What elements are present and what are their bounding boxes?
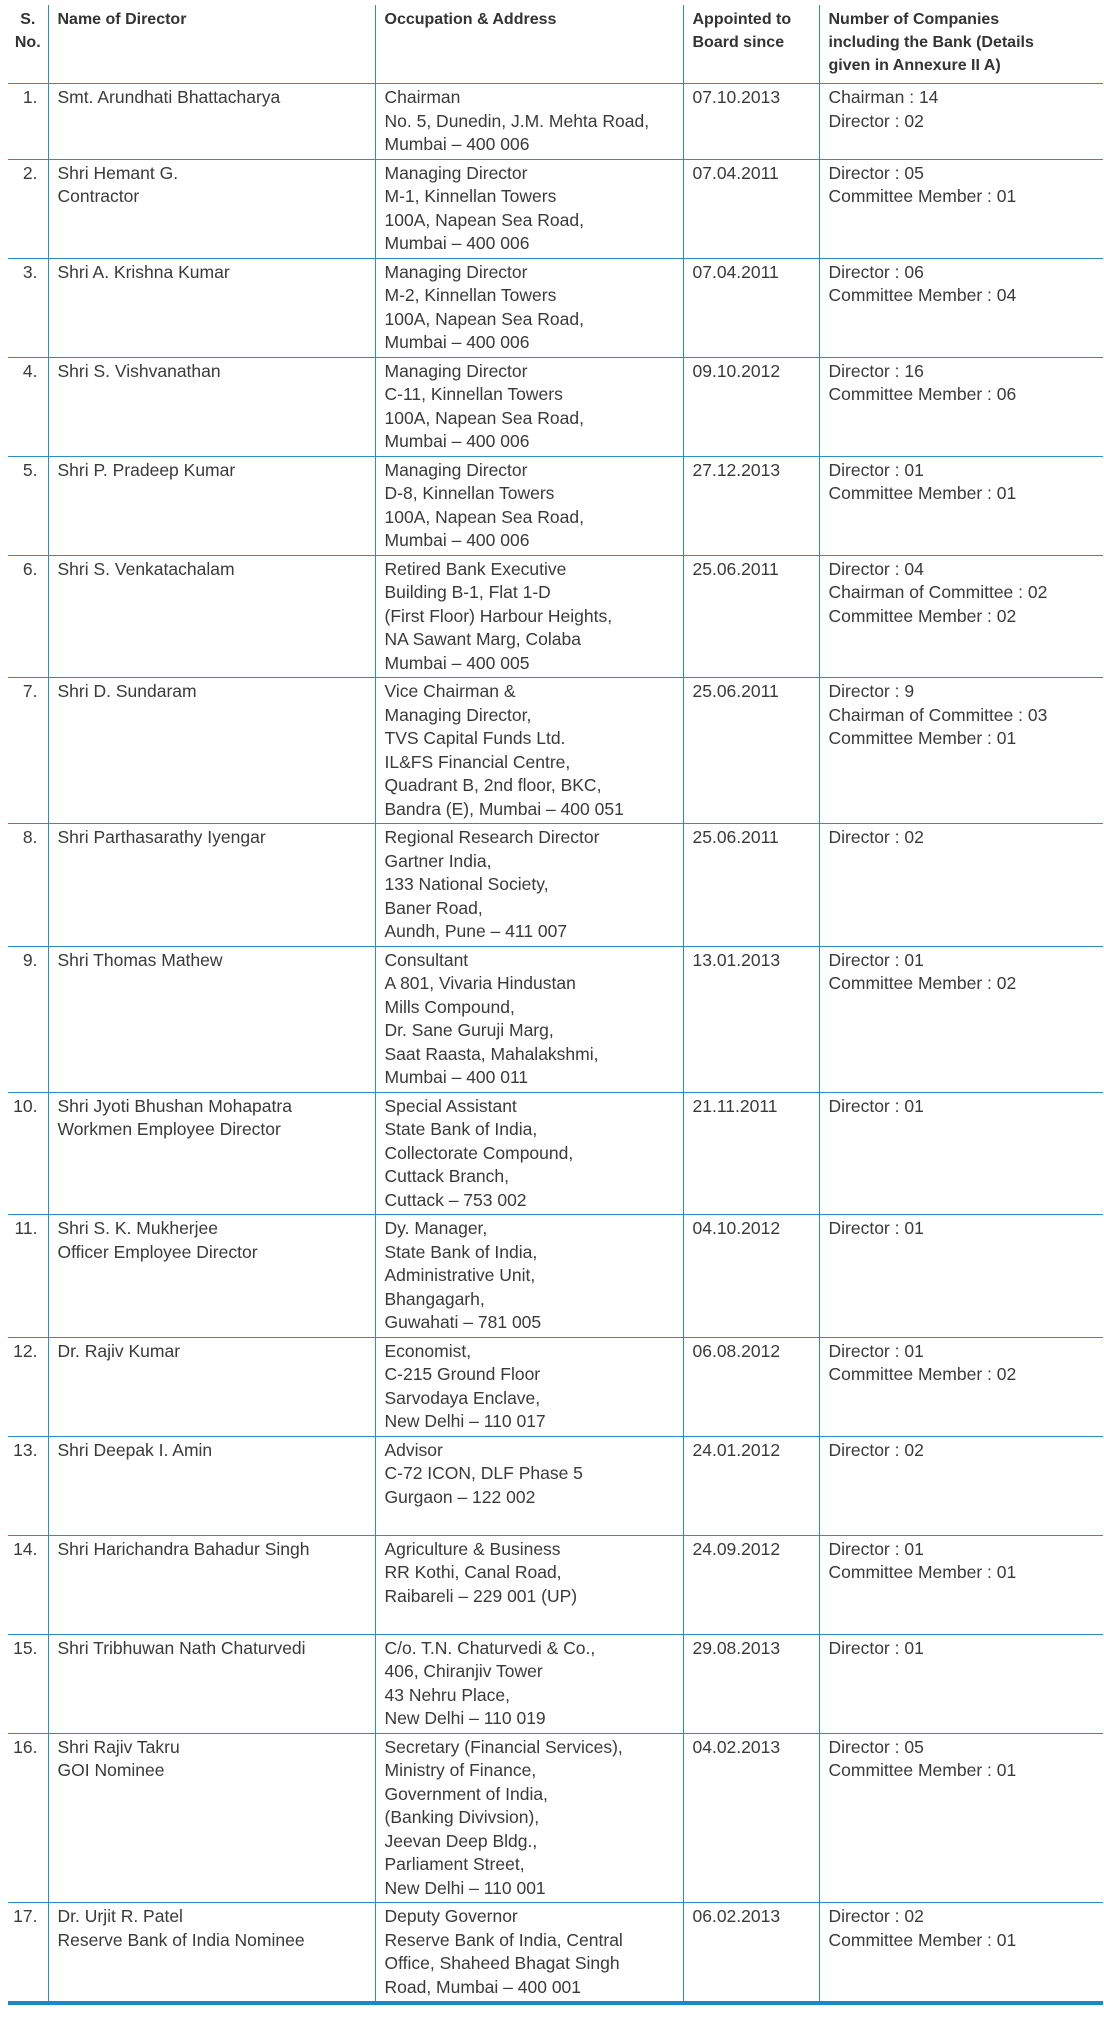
cell-line: New Delhi – 110 001 xyxy=(384,1877,546,1898)
cell-line: Dy. Manager, xyxy=(384,1218,488,1238)
cell-line: Committee Member : 01 xyxy=(828,1929,1017,1950)
cell-line: Committee Member : 02 xyxy=(828,605,1017,626)
appointed-date-cell: 24.01.2012 xyxy=(683,1436,819,1535)
appointed-date-cell: 21.11.2011 xyxy=(683,1092,819,1215)
director-name-cell xyxy=(48,1436,375,1535)
cell-line: Mills Compound, xyxy=(384,996,515,1017)
occupation-address-cell xyxy=(375,1215,683,1338)
cell-line: Committee Member : 02 xyxy=(828,973,1017,993)
occupation-address-cell xyxy=(375,1903,683,2004)
cell-line: Advisor xyxy=(384,1439,443,1460)
cell-line: Shri D. Sundaram xyxy=(57,681,197,701)
serial-number-cell: 8. xyxy=(8,824,48,947)
table-row xyxy=(8,456,1103,555)
director-name-cell xyxy=(48,1733,375,1903)
cell-line: Retired Bank Executive xyxy=(384,558,567,579)
header-sno: S. No. xyxy=(8,5,48,84)
cell-line: Managing Director xyxy=(384,261,528,282)
cell-line: Director : 02 xyxy=(828,1906,924,1926)
cell-line: (First Floor) Harbour Heights, xyxy=(384,605,613,626)
appointed-date-cell: 27.12.2013 xyxy=(683,456,819,555)
companies-count-cell xyxy=(819,678,1103,824)
director-name-cell xyxy=(48,1092,375,1215)
cell-line: Reserve Bank of India, Central xyxy=(384,1929,623,1950)
occupation-address-cell xyxy=(375,1092,683,1215)
cell-line: Workmen Employee Director xyxy=(57,1119,281,1139)
cell-line: Director : 02 xyxy=(828,1439,924,1460)
cell-line: Shri Thomas Mathew xyxy=(57,949,223,970)
serial-number-cell: 3. xyxy=(8,258,48,357)
appointed-date-cell: 04.02.2013 xyxy=(683,1733,819,1903)
header-appointed: Appointed to Board since xyxy=(683,5,819,84)
table-row xyxy=(8,1436,1103,1535)
cell-line: Shri P. Pradeep Kumar xyxy=(57,459,236,480)
companies-count-cell xyxy=(819,159,1103,258)
cell-line: Director : 16 xyxy=(828,360,924,381)
cell-line: Mumbai – 400 006 xyxy=(384,431,530,451)
cell-line: Raibareli – 229 001 (UP) xyxy=(384,1585,578,1606)
director-name-cell xyxy=(48,159,375,258)
cell-line: Director : 05 xyxy=(828,1736,924,1757)
cell-line: Mumbai – 400 006 xyxy=(384,134,530,154)
cell-line: Saat Raasta, Mahalakshmi, xyxy=(384,1043,599,1064)
companies-count-cell xyxy=(819,1092,1103,1215)
cell-line: Chairman of Committee : 02 xyxy=(828,582,1048,602)
appointed-date-cell: 24.09.2012 xyxy=(683,1535,819,1634)
cell-line: Aundh, Pune – 411 007 xyxy=(384,921,568,941)
cell-line xyxy=(385,1608,683,1632)
cell-line: Economist, xyxy=(384,1340,472,1361)
companies-count-cell xyxy=(819,1903,1103,2004)
cell-line: Mumbai – 400 006 xyxy=(384,530,530,550)
occupation-address-cell xyxy=(375,824,683,947)
cell-line: Director : 01 xyxy=(828,1218,924,1238)
cell-line: Parliament Street, xyxy=(384,1854,525,1874)
cell-line: Director : 01 xyxy=(828,1095,924,1116)
cell-line: Consultant xyxy=(384,949,469,970)
cell-line: State Bank of India, xyxy=(384,1241,538,1262)
director-name-cell xyxy=(48,456,375,555)
director-name-cell xyxy=(48,555,375,678)
cell-line: Committee Member : 06 xyxy=(828,384,1017,404)
cell-line: Cuttack – 753 002 xyxy=(384,1189,527,1210)
cell-line: Shri Harichandra Bahadur Singh xyxy=(57,1538,310,1559)
serial-number-cell: 2. xyxy=(8,159,48,258)
cell-line: Dr. Urjit R. Patel xyxy=(57,1906,183,1926)
appointed-date-cell: 29.08.2013 xyxy=(683,1634,819,1733)
cell-line: State Bank of India, xyxy=(384,1119,538,1139)
appointed-date-cell: 13.01.2013 xyxy=(683,946,819,1092)
cell-line: 100A, Napean Sea Road, xyxy=(384,209,584,230)
cell-line: Administrative Unit, xyxy=(384,1265,536,1285)
cell-line xyxy=(385,1509,683,1533)
cell-line: Contractor xyxy=(57,186,140,206)
appointed-date-cell: 06.02.2013 xyxy=(683,1903,819,2004)
serial-number-cell: 1. xyxy=(8,84,48,160)
table-row xyxy=(8,84,1103,160)
cell-line: Director : 01 xyxy=(828,1538,924,1559)
appointed-date-cell: 25.06.2011 xyxy=(683,678,819,824)
occupation-address-cell xyxy=(375,456,683,555)
cell-line: C-215 Ground Floor xyxy=(384,1364,541,1384)
cell-line: C/o. T.N. Chaturvedi & Co., xyxy=(384,1637,596,1658)
appointed-date-cell: 25.06.2011 xyxy=(683,555,819,678)
table-row xyxy=(8,1092,1103,1215)
table-row xyxy=(8,946,1103,1092)
serial-number-cell: 11. xyxy=(8,1215,48,1338)
director-name-cell xyxy=(48,258,375,357)
cell-line: Shri Deepak I. Amin xyxy=(57,1439,213,1460)
cell-line: Reserve Bank of India Nominee xyxy=(57,1929,305,1950)
cell-line: Shri A. Krishna Kumar xyxy=(57,261,230,282)
cell-line: (Banking Divivsion), xyxy=(384,1807,540,1827)
director-name-cell xyxy=(48,84,375,160)
cell-line: Cuttack Branch, xyxy=(384,1166,509,1186)
cell-line: Committee Member : 02 xyxy=(828,1364,1017,1384)
table-row xyxy=(8,159,1103,258)
cell-line: Director : 01 xyxy=(828,1340,924,1361)
occupation-address-cell xyxy=(375,1535,683,1634)
cell-line: Shri Tribhuwan Nath Chaturvedi xyxy=(57,1637,306,1658)
cell-line: TVS Capital Funds Ltd. xyxy=(384,728,566,748)
appointed-date-cell: 07.04.2011 xyxy=(683,159,819,258)
cell-line: M-2, Kinnellan Towers xyxy=(384,285,557,305)
cell-line: Dr. Sane Guruji Marg, xyxy=(384,1020,554,1040)
cell-line: Shri S. Vishvanathan xyxy=(57,360,221,381)
cell-line: Managing Director xyxy=(384,162,528,183)
occupation-address-cell xyxy=(375,946,683,1092)
cell-line: Regional Research Director xyxy=(384,827,600,847)
appointed-date-cell: 06.08.2012 xyxy=(683,1337,819,1436)
companies-count-cell xyxy=(819,1337,1103,1436)
occupation-address-cell xyxy=(375,258,683,357)
cell-line: Committee Member : 01 xyxy=(828,483,1017,503)
cell-line: Director : 02 xyxy=(828,110,924,131)
occupation-address-cell xyxy=(375,84,683,160)
table-row xyxy=(8,1215,1103,1338)
cell-line: Chairman of Committee : 03 xyxy=(828,704,1048,725)
cell-line: Collectorate Compound, xyxy=(384,1142,574,1163)
serial-number-cell: 13. xyxy=(8,1436,48,1535)
cell-line: Shri S. K. Mukherjee xyxy=(57,1218,218,1238)
cell-line: Baner Road, xyxy=(384,897,483,918)
cell-line: Bhangagarh, xyxy=(384,1288,485,1309)
header-row xyxy=(8,5,1103,84)
table-row xyxy=(8,824,1103,947)
occupation-address-cell xyxy=(375,159,683,258)
cell-line: Committee Member : 01 xyxy=(828,186,1017,206)
cell-line: Dr. Rajiv Kumar xyxy=(57,1340,181,1361)
cell-line: No. 5, Dunedin, J.M. Mehta Road, xyxy=(384,110,650,131)
appointed-date-cell: 09.10.2012 xyxy=(683,357,819,456)
cell-line: New Delhi – 110 017 xyxy=(384,1411,546,1431)
cell-line: Guwahati – 781 005 xyxy=(384,1312,542,1332)
cell-line: New Delhi – 110 019 xyxy=(384,1708,546,1728)
cell-line: Deputy Governor xyxy=(384,1906,518,1926)
table-row xyxy=(8,1903,1103,2004)
serial-number-cell: 4. xyxy=(8,357,48,456)
cell-line: A 801, Vivaria Hindustan xyxy=(384,973,576,993)
cell-line: RR Kothi, Canal Road, xyxy=(384,1562,562,1582)
cell-line: Director : 9 xyxy=(828,681,915,701)
occupation-address-cell xyxy=(375,1733,683,1903)
cell-line: Director : 06 xyxy=(828,261,924,282)
header-name: Name of Director xyxy=(48,5,375,84)
header-companies: Number of Companies including the Bank (Details given in Annexure II A) xyxy=(819,5,1103,84)
appointed-date-cell: 04.10.2012 xyxy=(683,1215,819,1338)
cell-line: Jeevan Deep Bldg., xyxy=(384,1830,538,1851)
cell-line: D-8, Kinnellan Towers xyxy=(384,483,555,503)
companies-count-cell xyxy=(819,456,1103,555)
occupation-address-cell xyxy=(375,1436,683,1535)
cell-line: Committee Member : 04 xyxy=(828,285,1017,305)
cell-line: Office, Shaheed Bhagat Singh xyxy=(384,1953,620,1973)
companies-count-cell xyxy=(819,1215,1103,1338)
table-row xyxy=(8,1733,1103,1903)
cell-line: Smt. Arundhati Bhattacharya xyxy=(57,87,281,107)
director-name-cell xyxy=(48,1634,375,1733)
occupation-address-cell xyxy=(375,357,683,456)
cell-line: Shri Jyoti Bhushan Mohapatra xyxy=(57,1095,292,1116)
serial-number-cell: 15. xyxy=(8,1634,48,1733)
cell-line: 100A, Napean Sea Road, xyxy=(384,407,584,428)
serial-number-cell: 12. xyxy=(8,1337,48,1436)
cell-line: Director : 01 xyxy=(828,459,924,480)
serial-number-cell: 9. xyxy=(8,946,48,1092)
table-row xyxy=(8,678,1103,824)
companies-count-cell xyxy=(819,1436,1103,1535)
table-row xyxy=(8,258,1103,357)
cell-line: Mumbai – 400 005 xyxy=(384,652,530,673)
cell-line: Agriculture & Business xyxy=(384,1538,561,1559)
serial-number-cell: 14. xyxy=(8,1535,48,1634)
serial-number-cell: 6. xyxy=(8,555,48,678)
cell-line: 406, Chiranjiv Tower xyxy=(384,1661,543,1681)
companies-count-cell xyxy=(819,258,1103,357)
cell-line: IL&FS Financial Centre, xyxy=(384,751,571,772)
director-name-cell xyxy=(48,824,375,947)
companies-count-cell xyxy=(819,946,1103,1092)
cell-line: Chairman xyxy=(384,87,461,107)
cell-line: Shri Parthasarathy Iyengar xyxy=(57,827,266,847)
header-occupation: Occupation & Address xyxy=(375,5,683,84)
table-row xyxy=(8,555,1103,678)
cell-line: Managing Director xyxy=(384,360,528,381)
cell-line: Officer Employee Director xyxy=(57,1241,258,1262)
table-row xyxy=(8,1337,1103,1436)
director-name-cell xyxy=(48,1535,375,1634)
cell-line: Director : 04 xyxy=(828,558,924,579)
occupation-address-cell xyxy=(375,1337,683,1436)
companies-count-cell xyxy=(819,357,1103,456)
cell-line: Government of India, xyxy=(384,1783,548,1804)
cell-line: Sarvodaya Enclave, xyxy=(384,1387,541,1408)
table-row xyxy=(8,1634,1103,1733)
cell-line: Shri Rajiv Takru xyxy=(57,1736,180,1757)
occupation-address-cell xyxy=(375,1634,683,1733)
cell-line: Director : 01 xyxy=(828,949,924,970)
cell-line: Shri S. Venkatachalam xyxy=(57,558,235,579)
appointed-date-cell: 07.04.2011 xyxy=(683,258,819,357)
cell-line: Committee Member : 01 xyxy=(828,1562,1017,1582)
cell-line: Director : 02 xyxy=(828,827,924,847)
cell-line: 100A, Napean Sea Road, xyxy=(384,506,584,527)
cell-line: Special Assistant xyxy=(384,1095,517,1116)
cell-line: Committee Member : 01 xyxy=(828,728,1017,748)
occupation-address-cell xyxy=(375,678,683,824)
companies-count-cell xyxy=(819,1535,1103,1634)
cell-line: Shri Hemant G. xyxy=(57,162,179,183)
companies-count-cell xyxy=(819,84,1103,160)
serial-number-cell: 5. xyxy=(8,456,48,555)
companies-count-cell xyxy=(819,555,1103,678)
directors-table xyxy=(8,5,1103,2005)
cell-line: Director : 05 xyxy=(828,162,924,183)
cell-line: 133 National Society, xyxy=(384,874,549,894)
cell-line: Road, Mumbai – 400 001 xyxy=(384,1976,582,1997)
director-name-cell xyxy=(48,946,375,1092)
cell-line: Mumbai – 400 006 xyxy=(384,332,530,352)
cell-line: Mumbai – 400 011 xyxy=(384,1067,529,1087)
cell-line: Gurgaon – 122 002 xyxy=(384,1486,536,1507)
serial-number-cell: 17. xyxy=(8,1903,48,2004)
serial-number-cell: 10. xyxy=(8,1092,48,1215)
cell-line: Managing Director xyxy=(384,459,528,480)
cell-line: 43 Nehru Place, xyxy=(384,1684,510,1705)
serial-number-cell: 16. xyxy=(8,1733,48,1903)
serial-number-cell: 7. xyxy=(8,678,48,824)
cell-line: C-72 ICON, DLF Phase 5 xyxy=(384,1463,583,1483)
cell-line: Chairman : 14 xyxy=(828,87,939,107)
cell-line: C-11, Kinnellan Towers xyxy=(384,384,563,404)
appointed-date-cell: 07.10.2013 xyxy=(683,84,819,160)
director-name-cell xyxy=(48,1337,375,1436)
cell-line: Ministry of Finance, xyxy=(384,1760,537,1780)
cell-line: Building B-1, Flat 1-D xyxy=(384,582,551,602)
appointed-date-cell: 25.06.2011 xyxy=(683,824,819,947)
cell-line: Managing Director, xyxy=(384,704,532,725)
director-name-cell xyxy=(48,1903,375,2004)
cell-line: Director : 01 xyxy=(828,1637,924,1658)
cell-line: Vice Chairman & xyxy=(384,681,516,701)
companies-count-cell xyxy=(819,1733,1103,1903)
cell-line: NA Sawant Marg, Colaba xyxy=(384,629,581,649)
companies-count-cell xyxy=(819,1634,1103,1733)
cell-line: Mumbai – 400 006 xyxy=(384,233,530,253)
cell-line: GOI Nominee xyxy=(57,1760,165,1780)
cell-line: 100A, Napean Sea Road, xyxy=(384,308,584,329)
cell-line: Gartner India, xyxy=(384,850,492,871)
occupation-address-cell xyxy=(375,555,683,678)
cell-line: Secretary (Financial Services), xyxy=(384,1736,623,1757)
director-name-cell xyxy=(48,678,375,824)
director-name-cell xyxy=(48,1215,375,1338)
director-name-cell xyxy=(48,357,375,456)
cell-line: Bandra (E), Mumbai – 400 051 xyxy=(384,798,624,819)
table-row xyxy=(8,357,1103,456)
table-row xyxy=(8,1535,1103,1634)
cell-line: M-1, Kinnellan Towers xyxy=(384,186,557,206)
cell-line: Committee Member : 01 xyxy=(828,1760,1017,1780)
cell-line: Quadrant B, 2nd floor, BKC, xyxy=(384,775,602,795)
companies-count-cell xyxy=(819,824,1103,947)
